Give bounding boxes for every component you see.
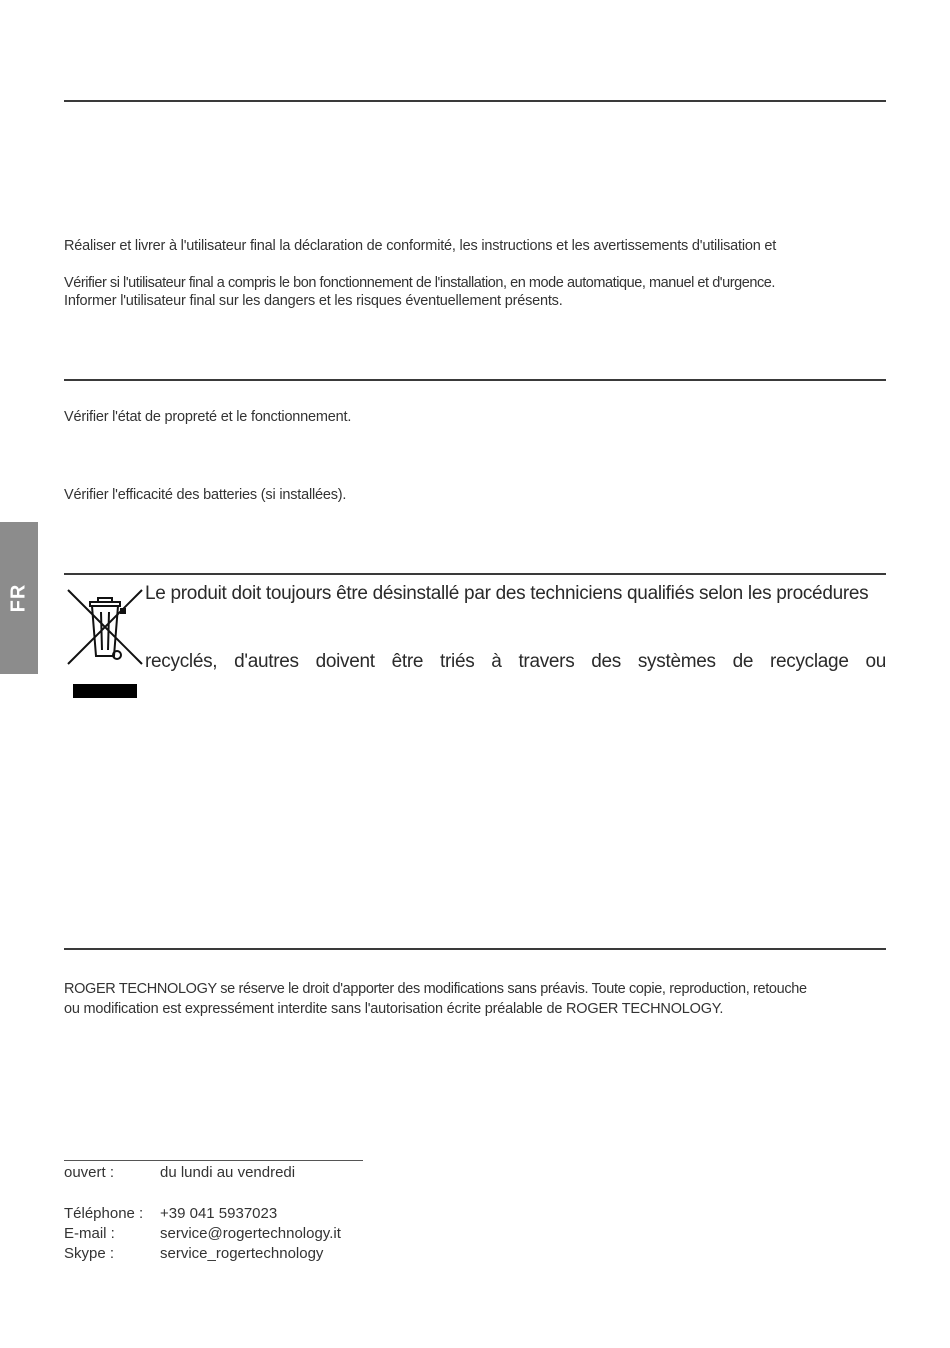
maintenance-text-2: Vérifier l'efficacité des batteries (si installées). — [64, 487, 347, 503]
contact-open-value: du lundi au vendredi — [160, 1164, 296, 1181]
section-divider — [64, 573, 886, 575]
contact-phone-label: Téléphone : — [64, 1205, 144, 1222]
notice-text-1: ROGER TECHNOLOGY se réserve le droit d'apporter des modifications sans préavis. Toute copie, reproduction, retouche — [64, 981, 807, 997]
disposal-word: être — [391, 651, 424, 672]
language-tab — [0, 522, 38, 674]
contact-phone-value: +39 041 5937023 — [160, 1205, 278, 1222]
maintenance-text-1: Vérifier l'état de propreté et le fonctionnement. — [64, 409, 352, 425]
disposal-word: des — [591, 651, 621, 672]
disposal-word: à — [491, 651, 502, 672]
disposal-word: travers — [518, 651, 575, 672]
contact-phone-row — [64, 1204, 277, 1224]
disposal-text-2 — [145, 650, 886, 674]
disposal-word: triés — [440, 651, 475, 672]
disposal-text-1: Le produit doit toujours être désinstallé par des techniciens qualifiés selon les procédures — [145, 583, 869, 604]
disposal-word: de — [732, 651, 754, 672]
section-divider — [64, 100, 886, 102]
notice-text-2: ou modification est expressément interdite sans l'autorisation écrite préalable de ROGER TECHNOLOGY. — [64, 1001, 724, 1017]
disposal-word: doivent — [315, 651, 375, 672]
contact-skype-label: Skype : — [64, 1245, 115, 1262]
contact-email-row — [64, 1224, 341, 1244]
contact-email-label: E-mail : — [64, 1225, 115, 1242]
disposal-word: d'autres — [234, 651, 299, 672]
section-divider — [64, 379, 886, 381]
disposal-word: systèmes — [637, 651, 716, 672]
disposal-word: recyclage — [769, 651, 849, 672]
weee-crossed-bin-icon — [64, 586, 146, 668]
language-tab-label: FR — [7, 583, 30, 613]
commissioning-text-3: Informer l'utilisateur final sur les dangers et les risques éventuellement présents. — [64, 293, 563, 309]
contact-skype-value: service_rogertechnology — [160, 1245, 324, 1262]
disposal-word: recyclés, — [145, 651, 218, 672]
disposal-word: ou — [865, 651, 886, 672]
contact-open-row — [64, 1163, 295, 1183]
section-divider — [64, 948, 886, 950]
weee-underline-bar — [73, 684, 137, 698]
commissioning-text-1: Réaliser et livrer à l'utilisateur final la déclaration de conformité, les instructions et les avertissements d'utilisation et — [64, 238, 777, 254]
commissioning-text-2: Vérifier si l'utilisateur final a compris le bon fonctionnement de l'installation, en mode automatique, manuel et d'urgence. — [64, 275, 775, 291]
contact-divider — [64, 1160, 363, 1161]
contact-open-label: ouvert : — [64, 1164, 115, 1181]
contact-skype-row — [64, 1244, 323, 1264]
contact-email-value: service@rogertechnology.it — [160, 1225, 341, 1242]
